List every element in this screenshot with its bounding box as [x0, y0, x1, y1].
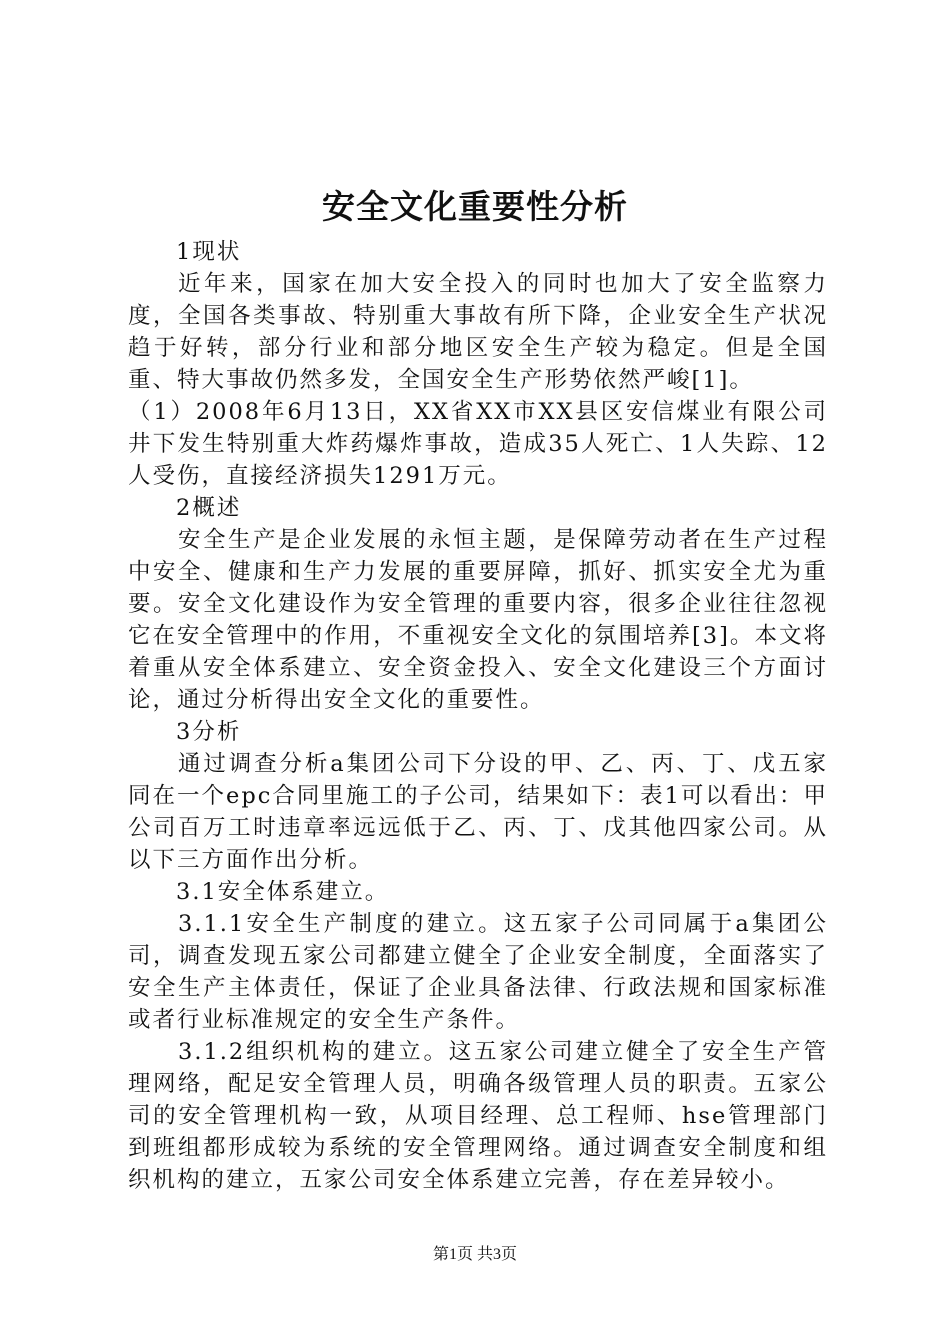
- section-heading: 2概述: [176, 495, 242, 521]
- paragraph: 通过调查分析a集团公司下分设的甲、乙、丙、丁、戊五家同在一个epc合同里施工的子公司，结果如下：表1可以看出：甲公司百万工时违章率远远低于乙、丙、丁、戊其他四家公司。从以下三方面作出分析。: [128, 751, 828, 873]
- page-footer: 第1页 共3页: [432, 1246, 517, 1263]
- subsection-heading: 3.1安全体系建立。: [176, 879, 390, 905]
- document-title: 安全文化重要性分析: [322, 187, 628, 226]
- paragraph: 3.1.2组织机构的建立。这五家公司建立健全了安全生产管理网络，配足安全管理人员，明确各级管理人员的职责。五家公司的安全管理机构一致，从项目经理、总工程师、hse管理部门到班组都形成较为系统的安全管理网络。通过调查安全制度和组织机构的建立，五家公司安全体系建立完善，存在差异较小。: [128, 1039, 828, 1193]
- paragraph: （1）2008年6月13日，XX省XX市XX县区安信煤业有限公司井下发生特别重大炸药爆炸事故，造成35人死亡、1人失踪、12人受伤，直接经济损失1291万元。: [128, 399, 828, 489]
- paragraph: 3.1.1安全生产制度的建立。这五家子公司同属于a集团公司，调查发现五家公司都建立健全了企业安全制度，全面落实了安全生产主体责任，保证了企业具备法律、行政法规和国家标准或者行业标准规定的安全生产条件。: [128, 911, 828, 1033]
- section-heading: 1现状: [176, 239, 242, 265]
- paragraph: 安全生产是企业发展的永恒主题，是保障劳动者在生产过程中安全、健康和生产力发展的重要屏障，抓好、抓实安全尤为重要。安全文化建设作为安全管理的重要内容，很多企业往往忽视它在安全管理中的作用，不重视安全文化的氛围培养[3]。本文将着重从安全体系建立、安全资金投入、安全文化建设三个方面讨论，通过分析得出安全文化的重要性。: [128, 527, 828, 713]
- section-heading: 3分析: [176, 719, 242, 745]
- paragraph: 近年来，国家在加大安全投入的同时也加大了安全监察力度，全国各类事故、特别重大事故有所下降，企业安全生产状况趋于好转，部分行业和部分地区安全生产较为稳定。但是全国重、特大事故仍然多发，全国安全生产形势依然严峻[1]。: [128, 271, 828, 393]
- document-body: [128, 236, 828, 1196]
